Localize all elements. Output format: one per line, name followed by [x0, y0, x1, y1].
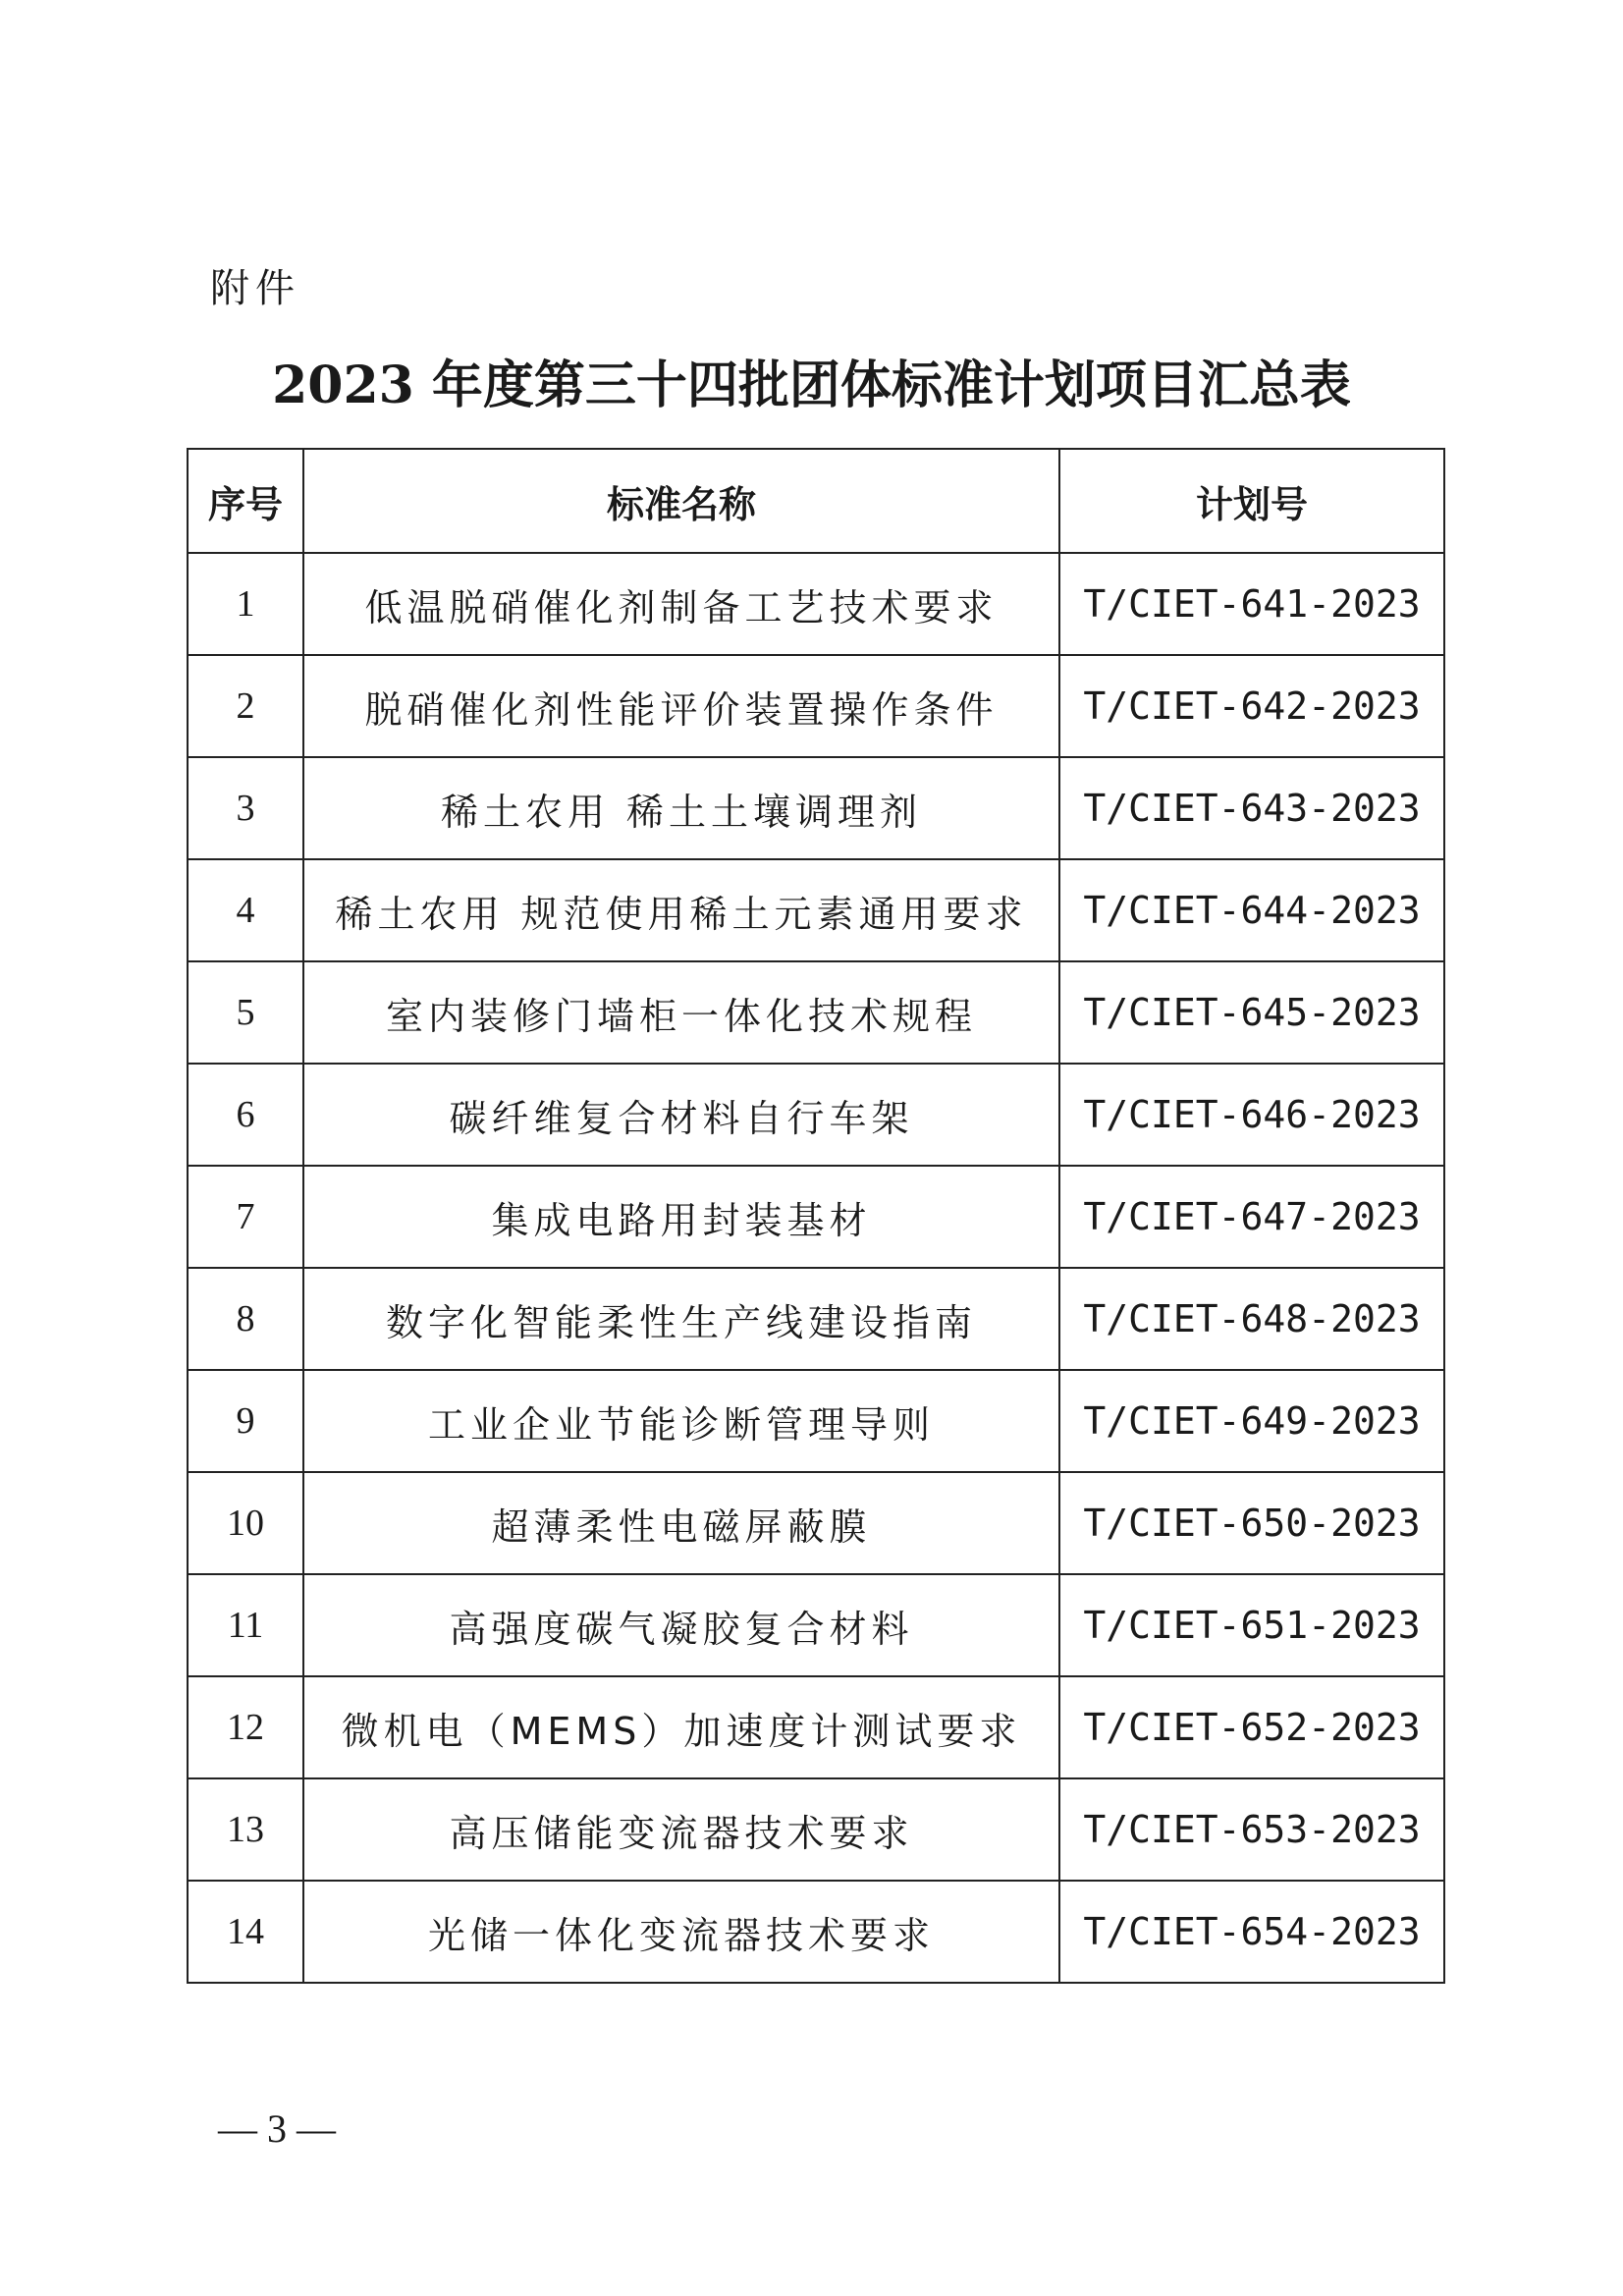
- row-code: T/CIET-651-2023: [1059, 1574, 1444, 1676]
- row-seq: 8: [188, 1268, 303, 1370]
- table-row: [188, 553, 1444, 655]
- row-seq: 2: [188, 655, 303, 757]
- table-row: [188, 1370, 1444, 1472]
- row-name: 微机电（MEMS）加速度计测试要求: [303, 1676, 1059, 1778]
- row-name: 稀土农用 规范使用稀土元素通用要求: [303, 859, 1059, 961]
- row-code: T/CIET-647-2023: [1059, 1166, 1444, 1268]
- table-row: [188, 1472, 1444, 1574]
- row-seq: 7: [188, 1166, 303, 1268]
- table-row: [188, 1268, 1444, 1370]
- attachment-label: 附件: [210, 266, 300, 311]
- row-name: 超薄柔性电磁屏蔽膜: [303, 1472, 1059, 1574]
- row-seq: 6: [188, 1064, 303, 1166]
- row-seq: 5: [188, 961, 303, 1064]
- row-code: T/CIET-653-2023: [1059, 1778, 1444, 1881]
- row-name: 工业企业节能诊断管理导则: [303, 1370, 1059, 1472]
- row-name: 脱硝催化剂性能评价装置操作条件: [303, 655, 1059, 757]
- table-row: [188, 655, 1444, 757]
- table-row: [188, 757, 1444, 859]
- row-seq: 11: [188, 1574, 303, 1676]
- row-seq: 9: [188, 1370, 303, 1472]
- row-code: T/CIET-652-2023: [1059, 1676, 1444, 1778]
- table-row: [188, 1574, 1444, 1676]
- row-name: 数字化智能柔性生产线建设指南: [303, 1268, 1059, 1370]
- row-code: T/CIET-644-2023: [1059, 859, 1444, 961]
- table-row: [188, 961, 1444, 1064]
- header-name: 标准名称: [303, 449, 1059, 553]
- row-seq: 14: [188, 1881, 303, 1983]
- table-row: [188, 1166, 1444, 1268]
- table-row: [188, 1778, 1444, 1881]
- table-row: [188, 859, 1444, 961]
- table-row: [188, 1881, 1444, 1983]
- table-header-row: [188, 449, 1444, 553]
- row-name: 高强度碳气凝胶复合材料: [303, 1574, 1059, 1676]
- row-name: 稀土农用 稀土土壤调理剂: [303, 757, 1059, 859]
- row-code: T/CIET-650-2023: [1059, 1472, 1444, 1574]
- row-name: 光储一体化变流器技术要求: [303, 1881, 1059, 1983]
- row-code: T/CIET-649-2023: [1059, 1370, 1444, 1472]
- row-code: T/CIET-646-2023: [1059, 1064, 1444, 1166]
- row-name: 集成电路用封装基材: [303, 1166, 1059, 1268]
- row-seq: 13: [188, 1778, 303, 1881]
- row-seq: 4: [188, 859, 303, 961]
- row-code: T/CIET-641-2023: [1059, 553, 1444, 655]
- row-code: T/CIET-654-2023: [1059, 1881, 1444, 1983]
- table-row: [188, 1064, 1444, 1166]
- row-code: T/CIET-648-2023: [1059, 1268, 1444, 1370]
- row-name: 高压储能变流器技术要求: [303, 1778, 1059, 1881]
- header-seq: 序号: [188, 449, 303, 553]
- row-seq: 10: [188, 1472, 303, 1574]
- row-name: 碳纤维复合材料自行车架: [303, 1064, 1059, 1166]
- page-number: — 3 —: [218, 2106, 336, 2151]
- row-seq: 3: [188, 757, 303, 859]
- row-seq: 1: [188, 553, 303, 655]
- row-name: 室内装修门墙柜一体化技术规程: [303, 961, 1059, 1064]
- row-seq: 12: [188, 1676, 303, 1778]
- row-code: T/CIET-643-2023: [1059, 757, 1444, 859]
- row-code: T/CIET-642-2023: [1059, 655, 1444, 757]
- page-title: 2023 年度第三十四批团体标准计划项目汇总表: [272, 355, 1351, 415]
- table-row: [188, 1676, 1444, 1778]
- header-code: 计划号: [1059, 449, 1444, 553]
- row-code: T/CIET-645-2023: [1059, 961, 1444, 1064]
- row-name: 低温脱硝催化剂制备工艺技术要求: [303, 553, 1059, 655]
- standards-table: [187, 448, 1445, 1984]
